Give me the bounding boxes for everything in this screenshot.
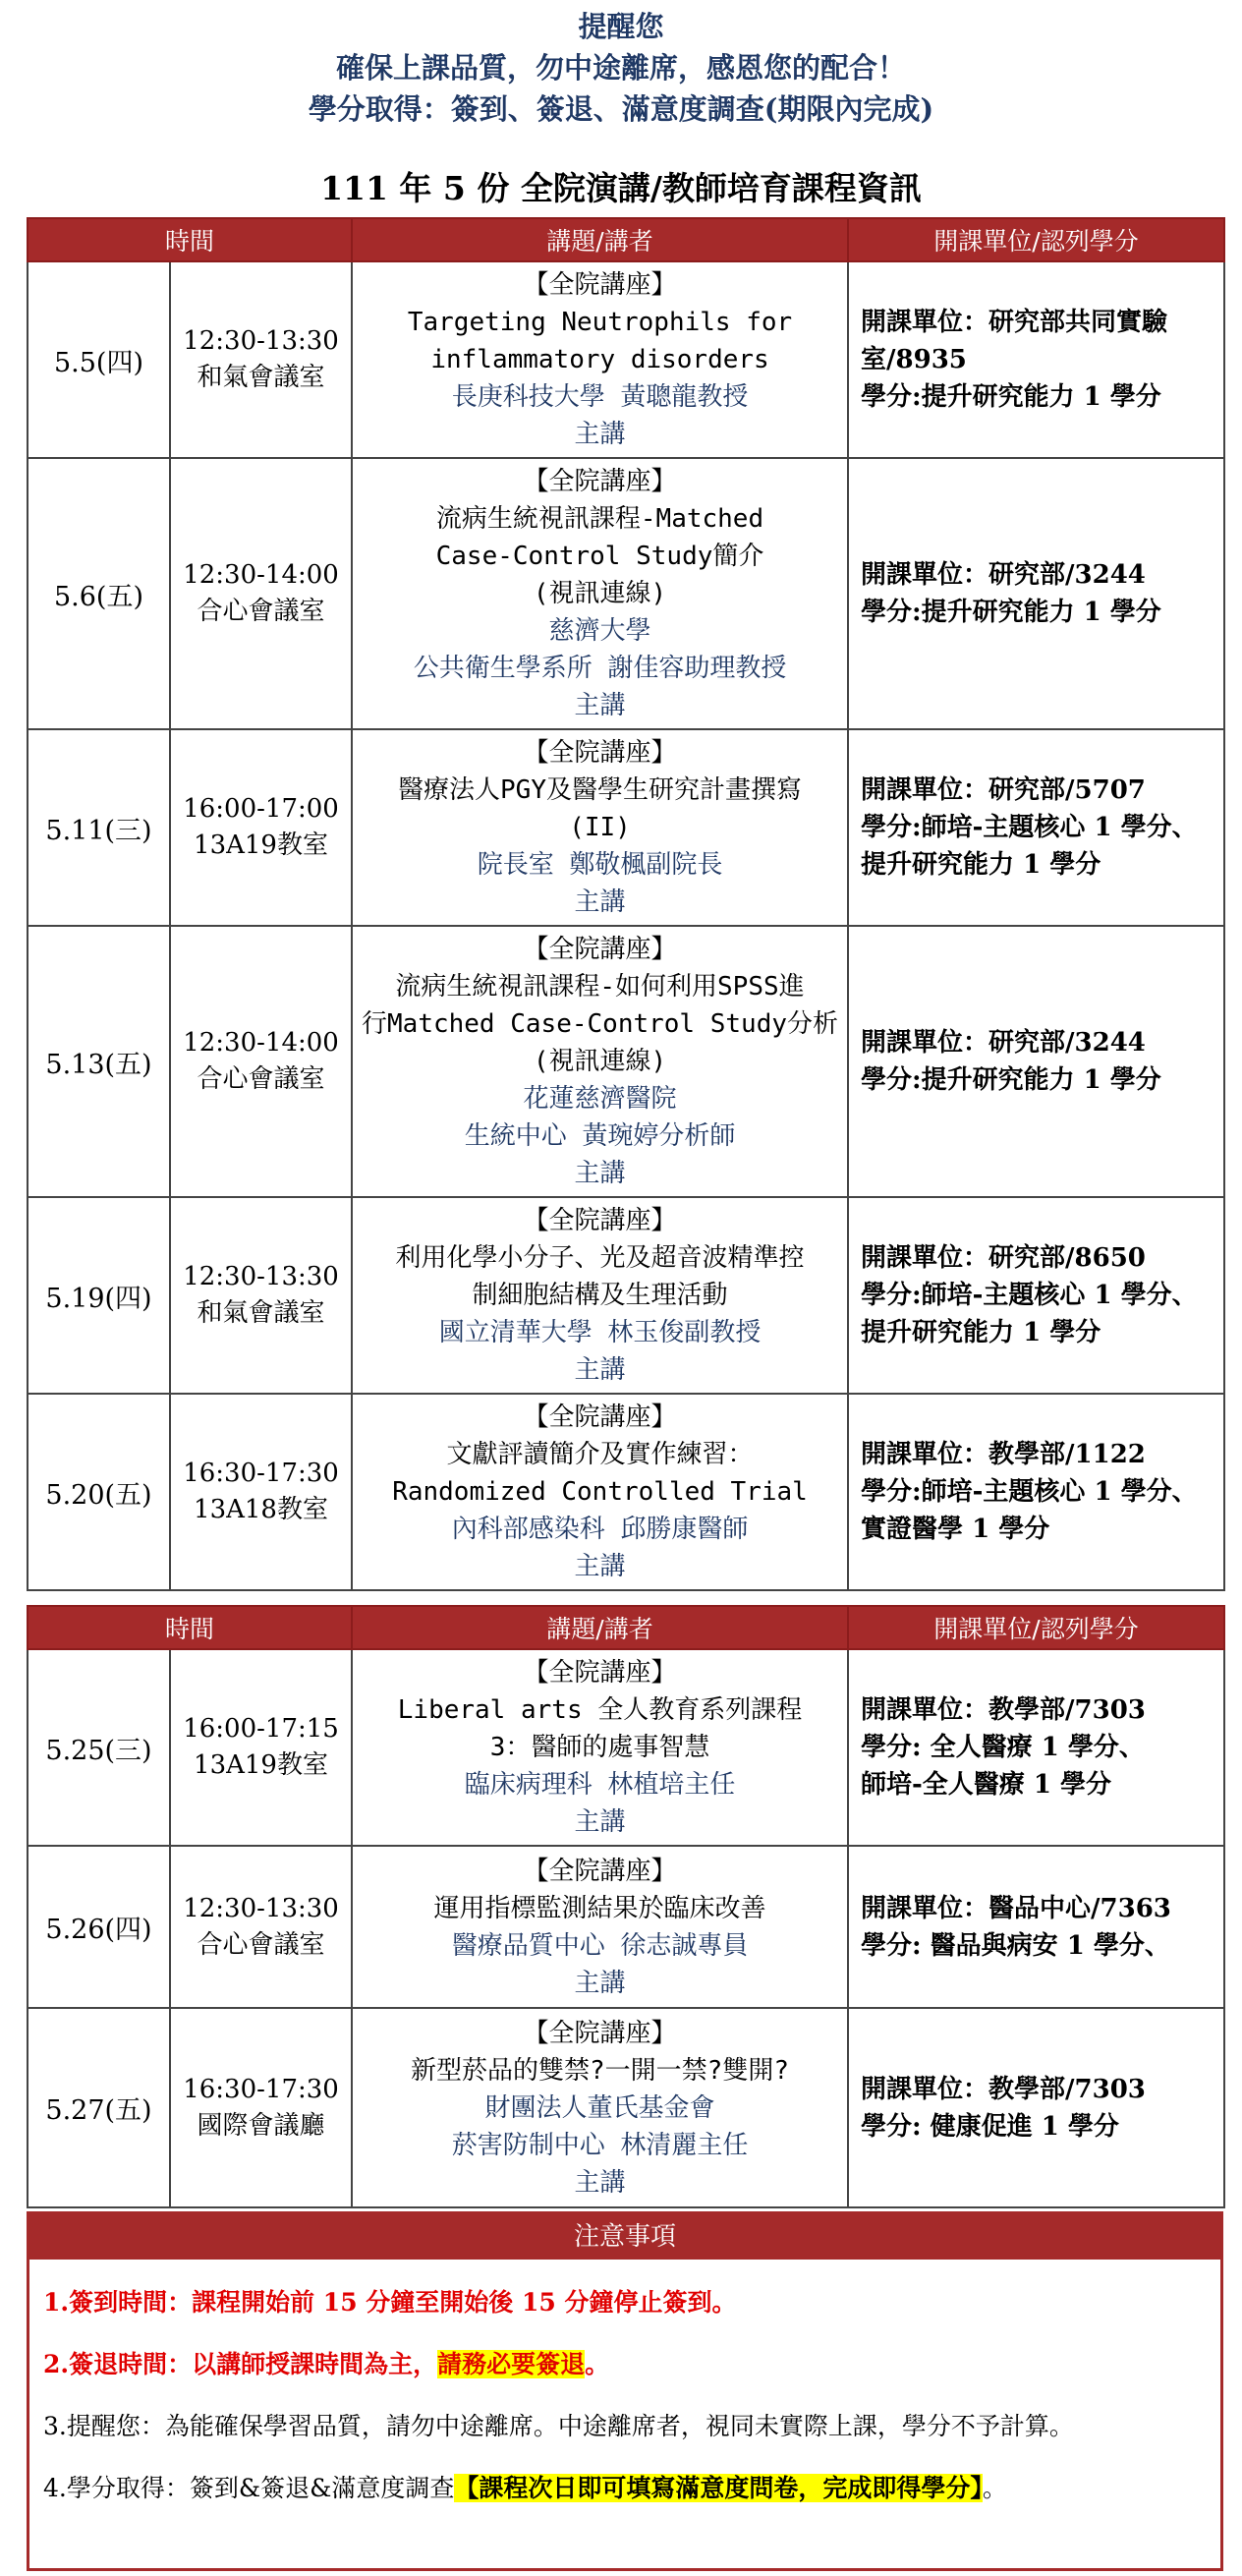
header-topic: 講題/講者 [352,1606,848,1649]
topic-cell [352,261,848,458]
notes-panel [27,2211,1223,2571]
topic-cell [352,926,848,1197]
topic-line: 文獻評讀簡介及實作練習： [446,1440,754,1469]
schedule-table-1 [27,217,1225,1591]
topic-cell [352,1197,848,1394]
speaker-line: 主講 [574,1552,626,1581]
topic-line: inflammatory disorders [430,345,769,374]
unit-credit-cell [848,1197,1224,1394]
unit-credit-cell [848,2008,1224,2207]
speaker-line: 主講 [574,887,626,917]
time-line: 16:30-17:30 [183,2074,339,2104]
unit-line: 學分: 醫品與病安 1 學分、 [861,1930,1170,1961]
time-location-cell [170,1197,352,1394]
speaker-line: 主講 [574,1968,626,1998]
speaker-line: 主講 [574,1807,626,1837]
topic-line: 流病生統視訊課程-如何利用SPSS進 [395,972,805,1002]
time-location-cell [170,1846,352,2008]
topic-line: 【全院講座】 [523,935,677,964]
unit-line: 學分: 健康促進 1 學分 [861,2111,1119,2142]
speaker-line: 臨床病理科 林植培主任 [464,1770,736,1800]
date-cell: 5.11(三) [28,729,170,926]
time-location-cell [170,2008,352,2207]
topic-line: 【全院講座】 [523,467,677,496]
time-location-cell [170,729,352,926]
unit-line: 師培-全人醫療 1 學分 [861,1770,1112,1800]
time-line: 和氣會議室 [197,1298,325,1328]
notes-body [29,2260,1220,2519]
speaker-line: 財團法人董氏基金會 [484,2092,715,2123]
date-cell: 5.25(三) [28,1649,170,1846]
time-line: 16:30-17:30 [183,1459,339,1488]
time-line: 合心會議室 [197,1064,325,1094]
topic-line: 3：醫師的處事智慧 [489,1733,710,1762]
time-line: 13A18教室 [194,1495,328,1524]
topic-line: (II) [569,813,631,842]
speaker-line: 菸害防制中心 林清麗主任 [451,2130,749,2160]
topic-line: Case-Control Study簡介 [435,542,764,571]
topic-line: 【全院講座】 [523,1856,677,1886]
time-location-cell [170,1649,352,1846]
reminder-block [0,6,1242,130]
notes-title: 注意事項 [29,2214,1220,2260]
header-unit: 開課單位/認列學分 [848,218,1224,261]
unit-line: 開課單位：教學部/7303 [861,1695,1146,1725]
header-topic: 講題/講者 [352,218,848,261]
unit-credit-cell [848,1649,1224,1846]
note-2-text: 2.簽退時間：以講師授課時間為主， [43,2350,438,2378]
note-4-end: 。 [982,2474,1007,2502]
unit-line: 開課單位：教學部/1122 [861,1440,1146,1469]
time-line: 13A19教室 [194,830,328,860]
header-time: 時間 [28,1606,352,1649]
unit-line: 開課單位：醫品中心/7363 [861,1893,1171,1923]
note-4-highlight: 【課程次日即可填寫滿意度問卷，完成即得學分】 [454,2474,983,2502]
reminder-line-3: 學分取得：簽到、簽退、滿意度調查(期限內完成) [308,92,934,126]
unit-credit-cell [848,926,1224,1197]
topic-line: 【全院講座】 [523,738,677,768]
unit-line: 開課單位：研究部/3244 [861,560,1146,590]
topic-line: 新型菸品的雙禁?一開一禁?雙開? [411,2055,789,2086]
date-cell: 5.26(四) [28,1846,170,2008]
unit-line: 學分:師培-主題核心 1 學分、 [861,1281,1198,1310]
table-row [28,458,1224,729]
schedule-table-2 [27,1605,1225,2208]
speaker-line: 長庚科技大學 黃聰龍教授 [451,382,749,412]
topic-line: 【全院講座】 [523,1206,677,1235]
table-row [28,1394,1224,1590]
date-cell: 5.20(五) [28,1394,170,1590]
note-2-highlight: 請務必要簽退 [437,2350,586,2378]
speaker-line: 公共衛生學系所 謝佳容助理教授 [413,654,787,683]
unit-line: 學分:師培-主題核心 1 學分、 [861,1477,1198,1507]
table-row [28,926,1224,1197]
time-line: 合心會議室 [197,597,325,626]
time-location-cell [170,1394,352,1590]
unit-line: 學分:師培-主題核心 1 學分、 [861,813,1198,842]
unit-line: 提升研究能力 1 學分 [861,850,1101,880]
note-3: 3.提醒您：為能確保學習品質，請勿中途離席。中途離席者，視同未實際上課，學分不予計算。 [43,2412,1074,2440]
time-line: 16:00-17:15 [183,1714,339,1744]
unit-line: 學分:提升研究能力 1 學分 [861,1065,1161,1095]
reminder-line-2: 確保上課品質，勿中途離席，感恩您的配合！ [335,51,906,85]
topic-line: (視訊連線) [533,579,667,608]
speaker-line: 院長室 鄭敬楓副院長 [477,850,723,880]
speaker-line: 醫療品質中心 徐志誠專員 [451,1930,749,1961]
topic-cell [352,458,848,729]
speaker-line: 主講 [574,1355,626,1385]
topic-line: 【全院講座】 [523,1658,677,1688]
date-cell: 5.6(五) [28,458,170,729]
table-row [28,1197,1224,1394]
unit-line: 學分:提升研究能力 1 學分 [861,382,1161,412]
unit-line: 學分:提升研究能力 1 學分 [861,598,1161,627]
note-4-text: 4.學分取得：簽到&簽退&滿意度調查 [43,2474,455,2502]
table-row [28,2008,1224,2207]
topic-line: (視訊連線) [533,1047,667,1076]
speaker-line: 主講 [574,691,626,720]
time-line: 12:30-14:00 [183,1028,339,1058]
time-line: 國際會議廳 [197,2110,325,2141]
unit-credit-cell [848,1846,1224,2008]
time-line: 13A19教室 [194,1750,328,1780]
speaker-line: 慈濟大學 [548,616,651,646]
unit-credit-cell [848,261,1224,458]
topic-line: 【全院講座】 [523,1402,677,1432]
topic-line: 醫療法人PGY及醫學生研究計畫撰寫 [398,775,802,805]
topic-line: Targeting Neutrophils for [407,308,793,337]
speaker-line: 內科部感染科 邱勝康醫師 [451,1515,749,1544]
unit-line: 開課單位：研究部/5707 [861,775,1146,805]
note-2-end: 。 [585,2350,610,2378]
speaker-line: 生統中心 黃琬婷分析師 [464,1121,736,1151]
time-line: 12:30-13:30 [183,1262,339,1291]
topic-line: Randomized Controlled Trial [392,1477,808,1507]
date-cell: 5.5(四) [28,261,170,458]
speaker-line: 主講 [574,2167,626,2198]
page-title: 111 年 5 份 全院演講/教師培育課程資訊 [320,169,922,207]
date-cell: 5.13(五) [28,926,170,1197]
topic-line: 【全院講座】 [523,2018,677,2048]
time-line: 和氣會議室 [197,363,325,392]
topic-cell [352,729,848,926]
note-1: 1.簽到時間：課程開始前 15 分鐘至開始後 15 分鐘停止簽到。 [43,2288,737,2317]
topic-line: 運用指標監測結果於臨床改善 [433,1893,766,1923]
table-row [28,261,1224,458]
speaker-line: 主講 [574,420,626,449]
topic-cell [352,1394,848,1590]
time-line: 合心會議室 [197,1929,325,1960]
note-2 [43,2333,1211,2395]
unit-line: 實證醫學 1 學分 [861,1515,1050,1544]
unit-credit-cell [848,458,1224,729]
table-row [28,729,1224,926]
topic-line: 流病生統視訊課程-Matched [435,504,764,534]
topic-cell [352,1649,848,1846]
topic-cell [352,1846,848,2008]
unit-line: 開課單位：教學部/7303 [861,2074,1146,2104]
time-location-cell [170,261,352,458]
unit-line: 提升研究能力 1 學分 [861,1318,1101,1347]
table-header-row [28,1606,1224,1649]
table-row [28,1649,1224,1846]
table-row [28,1846,1224,2008]
table-header-row [28,218,1224,261]
topic-line: 制細胞結構及生理活動 [472,1281,728,1310]
topic-line: 利用化學小分子、光及超音波精準控 [395,1243,805,1273]
date-cell: 5.19(四) [28,1197,170,1394]
header-time: 時間 [28,218,352,261]
topic-line: 行Matched Case-Control Study分析 [362,1009,839,1039]
unit-line: 開課單位：研究部共同實驗室/8935 [861,308,1168,374]
unit-line: 開課單位：研究部/8650 [861,1243,1146,1273]
speaker-line: 花蓮慈濟醫院 [523,1084,677,1114]
speaker-line: 國立清華大學 林玉俊副教授 [438,1318,762,1347]
header-unit: 開課單位/認列學分 [848,1606,1224,1649]
unit-line: 學分: 全人醫療 1 學分、 [861,1733,1145,1762]
time-line: 12:30-13:30 [183,326,339,356]
speaker-line: 主講 [574,1159,626,1188]
date-cell: 5.27(五) [28,2008,170,2207]
time-line: 12:30-13:30 [183,1893,339,1923]
note-4 [43,2457,1211,2519]
time-line: 16:00-17:00 [183,794,339,824]
topic-line: Liberal arts 全人教育系列課程 [397,1695,803,1725]
unit-credit-cell [848,729,1224,926]
unit-line: 開課單位：研究部/3244 [861,1028,1146,1058]
time-location-cell [170,926,352,1197]
topic-cell [352,2008,848,2207]
time-line: 12:30-14:00 [183,560,339,590]
topic-line: 【全院講座】 [523,270,677,300]
unit-credit-cell [848,1394,1224,1590]
time-location-cell [170,458,352,729]
reminder-line-1: 提醒您 [578,10,664,43]
